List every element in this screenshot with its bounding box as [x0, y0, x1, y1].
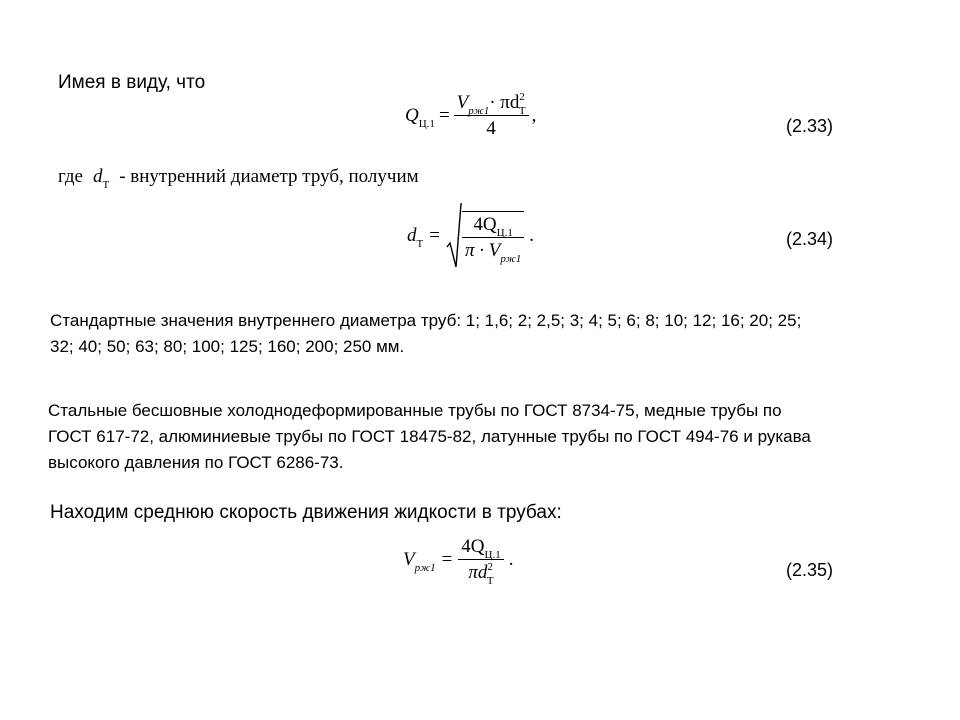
- equation-2-33: $Q_{Ц.1}$ = $\frac{V_{рж1}\cdot \pi d^2_Т}{4}$ ,: [405, 91, 537, 139]
- gost-line-1: Стальные бесшовные холоднодеформированные трубы по ГОСТ 8734-75, медные трубы по: [48, 401, 782, 420]
- equation-number-2-33: (2.33): [786, 116, 834, 136]
- eq233-fraction: $\frac{V_{рж1}\cdot \pi d^2_Т}{4}$: [454, 92, 529, 140]
- eq235-fraction: $\frac{4Q_{Ц.1}}{\pi d^2_Т}$: [458, 536, 503, 584]
- gost-line-2: ГОСТ 617-72, алюминиевые трубы по ГОСТ 18475-82, латунные трубы по ГОСТ 494-76 и рукава: [48, 427, 811, 446]
- where-line: где $d_Т$ - внутренний диаметр труб, получим: [58, 166, 419, 191]
- equation-2-34: $d_Т$ = $\frac{4Q_{Ц.1}}{\pi \cdot V_{рж1}}$ .: [407, 203, 534, 269]
- equation-number-2-35: (2.35): [786, 560, 834, 580]
- eq234-fraction: $\frac{4Q_{Ц.1}}{\pi \cdot V_{рж1}}$: [462, 211, 524, 262]
- square-root-sign: [446, 203, 462, 269]
- eq233-lhs: $Q_{Ц.1}$: [405, 105, 435, 130]
- inline-d-symbol: $d_Т$: [92, 166, 110, 191]
- gost-line-3: высокого давления по ГОСТ 6286-73.: [48, 453, 344, 472]
- equation-number-2-34: (2.34): [786, 229, 834, 249]
- standard-diameters-line-1: Стандартные значения внутреннего диаметра труб: 1; 1,6; 2; 2,5; 3; 4; 5; 6; 8; 10; 12; 16; 20; 25;: [50, 311, 802, 330]
- velocity-text: Находим среднюю скорость движения жидкости в трубах:: [50, 502, 562, 523]
- intro-text: Имея в виду, что: [58, 72, 206, 93]
- eq234-lhs: $d_Т$: [407, 225, 424, 250]
- equation-2-35: $V_{рж1}$ = $\frac{4Q_{Ц.1}}{\pi d^2_Т}$ .: [403, 536, 514, 587]
- standard-diameters-line-2: 32; 40; 50; 63; 80; 100; 125; 160; 200; 250 мм.: [50, 337, 405, 356]
- eq235-lhs: $V_{рж1}$: [403, 549, 436, 574]
